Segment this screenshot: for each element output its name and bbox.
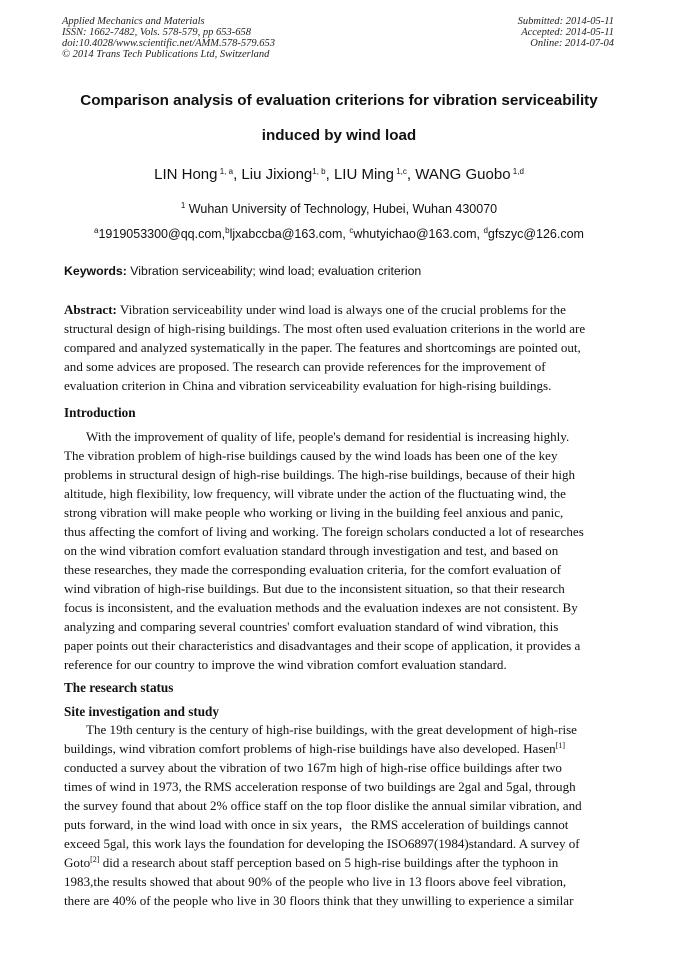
site-line: times of wind in 1973, the RMS acceleration response of two buildings are 2gal and 5gal, through bbox=[64, 779, 576, 794]
submission-dates bbox=[518, 16, 614, 49]
abstract-line: structural design of high-rising buildings. The most often used evaluation criterions in the world are bbox=[64, 321, 586, 336]
accepted-date: Accepted: 2014-05-11 bbox=[521, 27, 614, 38]
keywords-text: Vibration serviceability; wind load; evaluation criterion bbox=[126, 264, 422, 278]
site-line: puts forward, in the wind load with once in six years，the RMS acceleration of buildings cannot bbox=[64, 817, 569, 832]
author-name: , LIU Ming bbox=[325, 166, 394, 183]
site-investigation-body bbox=[64, 720, 614, 910]
intro-line: thus affecting the comfort of living and working. The foreign scholars conducted a lot of researches bbox=[64, 524, 584, 539]
email-sup: c bbox=[349, 226, 354, 235]
intro-line: reference for our country to improve the wind vibration comfort evaluation standard. bbox=[64, 657, 507, 672]
journal-copyright: © 2014 Trans Tech Publications Ltd, Switzerland bbox=[62, 49, 270, 60]
email-address: 1919053300@qq.com, bbox=[98, 227, 226, 241]
keywords-label: Keywords: bbox=[64, 264, 127, 278]
author-name: LIN Hong bbox=[154, 166, 218, 183]
submitted-date: Submitted: 2014-05-11 bbox=[517, 16, 614, 27]
author-sup: 1, a bbox=[217, 167, 234, 176]
intro-line: focus is inconsistent, and the evaluation methods and the evaluation indexes are not consistent. By bbox=[64, 600, 578, 615]
abstract-text: Vibration serviceability under wind load is always one of the crucial problems for the bbox=[116, 302, 566, 317]
citation-ref: [2] bbox=[90, 855, 100, 864]
research-status-heading: The research status bbox=[64, 680, 174, 695]
email-sup: d bbox=[483, 226, 488, 235]
intro-line: altitude, high flexibility, low frequency, will vibrate under the action of the fluctuating wind, the bbox=[64, 486, 566, 501]
author-list bbox=[40, 166, 638, 183]
intro-line: these researches, they made the corresponding evaluation criteria, for the comfort evaluation of bbox=[64, 562, 562, 577]
intro-line: on the wind vibration comfort evaluation standard through investigation and test, and based on bbox=[64, 543, 559, 558]
site-line bbox=[64, 853, 614, 872]
author-name: , WANG Guobo bbox=[406, 166, 511, 183]
email-sup: b bbox=[225, 226, 230, 235]
email-address: gfszyc@126.com bbox=[487, 227, 584, 241]
site-investigation-heading: Site investigation and study bbox=[64, 704, 219, 719]
site-line bbox=[64, 739, 614, 758]
site-line: the survey found that about 2% office staff on the top floor dislike the annual similar vibration, and bbox=[64, 798, 582, 813]
citation-ref: [1] bbox=[555, 741, 566, 750]
site-text: did a research about staff perception based on 5 high-rise buildings after the typhoon in bbox=[99, 855, 559, 870]
author-name: , Liu Jixiong bbox=[233, 166, 313, 183]
intro-line: paper points out their characteristics and disadvantages and their scope of application, it provides a bbox=[64, 638, 581, 653]
author-sup: 1,c bbox=[393, 167, 407, 176]
journal-doi: doi:10.4028/www.scientific.net/AMM.578-579.653 bbox=[62, 38, 275, 49]
intro-line: analyzing and comparing several countries' comfort evaluation standard of wind vibration, this bbox=[64, 619, 559, 634]
abstract-label: Abstract: bbox=[64, 302, 117, 317]
intro-line: wind vibration of high-rise buildings. But due to the inconsistent situation, so that their research bbox=[64, 581, 565, 596]
abstract-line: and some advices are proposed. The research can provide references for the improvement of bbox=[64, 359, 546, 374]
paper-title-line-2: induced by wind load bbox=[261, 127, 417, 144]
site-line: The 19th century is the century of high-rise buildings, with the great development of high-rise bbox=[86, 722, 577, 737]
journal-issn: ISSN: 1662-7482, Vols. 578-579, pp 653-658 bbox=[62, 27, 251, 38]
site-line: exceed 5gal, this work lays the foundation for developing the ISO6897(1984)standard. A survey of bbox=[64, 836, 580, 851]
intro-line: problems in structural design of high-rise buildings. The high-rise buildings, because of their high bbox=[64, 467, 576, 482]
online-date: Online: 2014-07-04 bbox=[530, 38, 614, 49]
email-address: whutyichao@163.com, bbox=[353, 227, 484, 241]
intro-line: strong vibration will make people who working or living in the building feel anxious and panic, bbox=[64, 505, 564, 520]
paper-title-line-1: Comparison analysis of evaluation criterions for vibration serviceability bbox=[80, 92, 598, 109]
affiliation-text: Wuhan University of Technology, Hubei, Wuhan 430070 bbox=[185, 202, 498, 216]
site-line: there are 40% of the people who live in 30 floors think that they unwilling to experience a similar bbox=[64, 893, 574, 908]
abstract-line: compared and analyzed systematically in the paper. The features and shortcomings are pointed out, bbox=[64, 340, 581, 355]
abstract-line: evaluation criterion in China and vibration serviceability evaluation for high-rising buildings. bbox=[64, 378, 552, 393]
email-list bbox=[40, 227, 638, 241]
abstract bbox=[64, 300, 614, 395]
introduction-heading: Introduction bbox=[64, 405, 136, 420]
affiliation bbox=[40, 202, 638, 216]
keywords bbox=[64, 264, 624, 278]
journal-name: Applied Mechanics and Materials bbox=[62, 16, 205, 27]
journal-info bbox=[62, 16, 275, 60]
email-sup: a bbox=[94, 226, 99, 235]
affiliation-sup: 1 bbox=[180, 201, 186, 210]
introduction-body bbox=[64, 427, 614, 674]
intro-line: The vibration problem of high-rise buildings caused by the wind loads has been one of the key bbox=[64, 448, 558, 463]
site-text: Goto bbox=[64, 855, 91, 870]
intro-line: With the improvement of quality of life, people's demand for residential is increasing highly. bbox=[86, 429, 570, 444]
site-line: 1983,the results showed that about 90% of the people who live in 13 floors above feel vibration, bbox=[64, 874, 567, 889]
author-sup: 1, b bbox=[312, 167, 326, 176]
site-text: buildings, wind vibration comfort problems of high-rise buildings have also developed. Hasen bbox=[64, 741, 556, 756]
site-line: conducted a survey about the vibration of two 167m high of high-rise office buildings after two bbox=[64, 760, 562, 775]
abstract-line bbox=[64, 300, 614, 319]
email-address: ljxabccba@163.com, bbox=[229, 227, 350, 241]
author-sup: 1,d bbox=[510, 167, 524, 176]
